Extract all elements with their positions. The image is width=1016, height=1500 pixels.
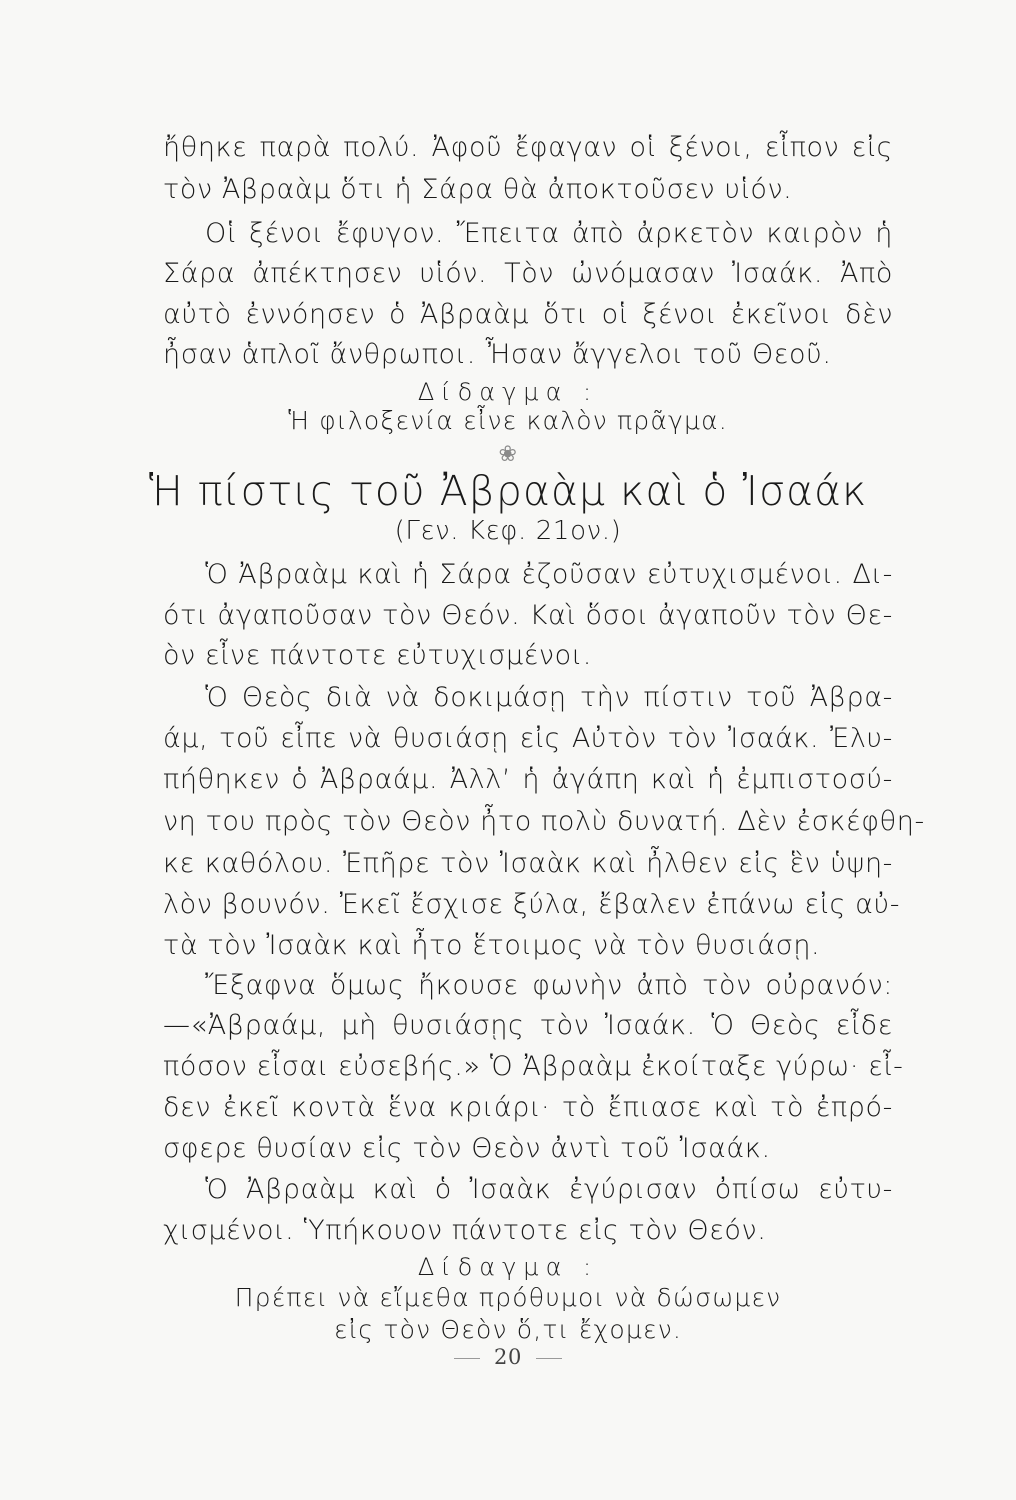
- text-line: ὸν εἶνε πάντοτε εὐτυχισμένοι.: [163, 640, 592, 671]
- chapter-subtitle: (Γεν. Κεφ. 21ον.): [394, 516, 622, 546]
- text-line: ἤθηκε παρὰ πολύ. Ἀφοῦ ἔφαγαν οἱ ξένοι, εἶπον εἰς: [163, 132, 893, 163]
- text-line: νη του πρὸς τὸν Θεὸν ἦτο πολὺ δυνατή. Δὲν ἐσκέφθη-: [163, 806, 925, 837]
- text-line: Σάρα ἀπέκτησεν υἱόν. Τὸν ὠνόμασαν Ἰσαάκ. Ἀπὸ: [163, 258, 893, 289]
- text-line: πόσον εἶσαι εὐσεβής.» Ὁ Ἀβραὰμ ἐκοίταξε γύρω· εἶ-: [163, 1051, 904, 1082]
- text-line: Οἱ ξένοι ἔφυγον. Ἔπειτα ἀπὸ ἀρκετὸν καιρὸν ἡ: [205, 218, 893, 249]
- text-line: τὰ τὸν Ἰσαὰκ καὶ ἦτο ἕτοιμος νὰ τὸν θυσιάσῃ.: [163, 930, 821, 961]
- lesson-label: Δίδαγμα :: [417, 1253, 599, 1281]
- text-line: τὸν Ἀβραὰμ ὅτι ἡ Σάρα θὰ ἀποκτοῦσεν υἱόν.: [163, 174, 793, 205]
- text-line: ότι ἀγαποῦσαν τὸν Θεόν. Καὶ ὅσοι ἀγαποῦν τὸν Θε-: [163, 600, 893, 631]
- text-line: —«Ἀβραάμ, μὴ θυσιάσῃς τὸν Ἰσαάκ. Ὁ Θεὸς εἶδε: [163, 1010, 893, 1041]
- text-line: Ὁ Θεὸς διὰ νὰ δοκιμάσῃ τὴν πίστιν τοῦ Ἀβρα-: [205, 682, 893, 713]
- lesson-text: Ἡ φιλοξενία εἶνε καλὸν πρᾶγμα.: [288, 406, 728, 435]
- lesson-label: Δίδαγμα :: [417, 378, 599, 406]
- text-line: αὐτὸ ἐννόησεν ὁ Ἀβραὰμ ὅτι οἱ ξένοι ἐκεῖνοι δὲν: [163, 299, 893, 330]
- chapter-title: Ἡ πίστις τοῦ Ἀβραὰμ καὶ ὁ Ἰσαάκ: [148, 467, 868, 515]
- page-number: [0, 1344, 1016, 1370]
- text-line: ἦσαν ἁπλοῖ ἄνθρωποι. Ἦσαν ἄγγελοι τοῦ Θεοῦ.: [163, 339, 832, 370]
- text-line: πήθηκεν ὁ Ἀβραάμ. Ἀλλ’ ἡ ἀγάπη καὶ ἡ ἐμπιστοσύ-: [163, 764, 893, 795]
- text-line: λὸν βουνόν. Ἐκεῖ ἔσχισε ξύλα, ἔβαλεν ἐπάνω εἰς αὐ-: [163, 889, 901, 920]
- lesson-text: Πρέπει νὰ εἴμεθα πρόθυμοι νὰ δώσωμεν: [234, 1283, 782, 1312]
- text-line: άμ, τοῦ εἶπε νὰ θυσιάσῃ εἰς Αὐτὸν τὸν Ἰσαάκ. Ἐλυ-: [163, 723, 893, 754]
- lesson-text: εἰς τὸν Θεὸν ὅ,τι ἔχομεν.: [333, 1315, 683, 1344]
- text-line: δεν ἐκεῖ κοντὰ ἕνα κριάρι· τὸ ἔπιασε καὶ τὸ ἐπρό-: [163, 1092, 893, 1123]
- text-line: σφερε θυσίαν εἰς τὸν Θεὸν ἀντὶ τοῦ Ἰσαάκ.: [163, 1133, 771, 1164]
- page-number-value: 20: [494, 1345, 522, 1369]
- text-line: χισμένοι. Ὑπήκουον πάντοτε εἰς τὸν Θεόν.: [163, 1215, 767, 1246]
- text-line: Ὁ Ἀβραὰμ καὶ ὁ Ἰσαὰκ ἐγύρισαν ὀπίσω εὐτυ-: [205, 1174, 893, 1205]
- page-number-dash-left: [454, 1358, 480, 1359]
- text-line: Ἔξαφνα ὅμως ἤκουσε φωνὴν ἀπὸ τὸν οὐρανόν:: [205, 970, 893, 1001]
- text-line: κε καθόλου. Ἐπῆρε τὸν Ἰσαὰκ καὶ ἦλθεν εἰς ἓν ὑψη-: [163, 848, 893, 879]
- text-line: Ὁ Ἀβραὰμ καὶ ἡ Σάρα ἐζοῦσαν εὐτυχισμένοι. Δι-: [205, 559, 893, 590]
- ornament-icon: ❀: [498, 442, 518, 467]
- page-number-dash-right: [536, 1358, 562, 1359]
